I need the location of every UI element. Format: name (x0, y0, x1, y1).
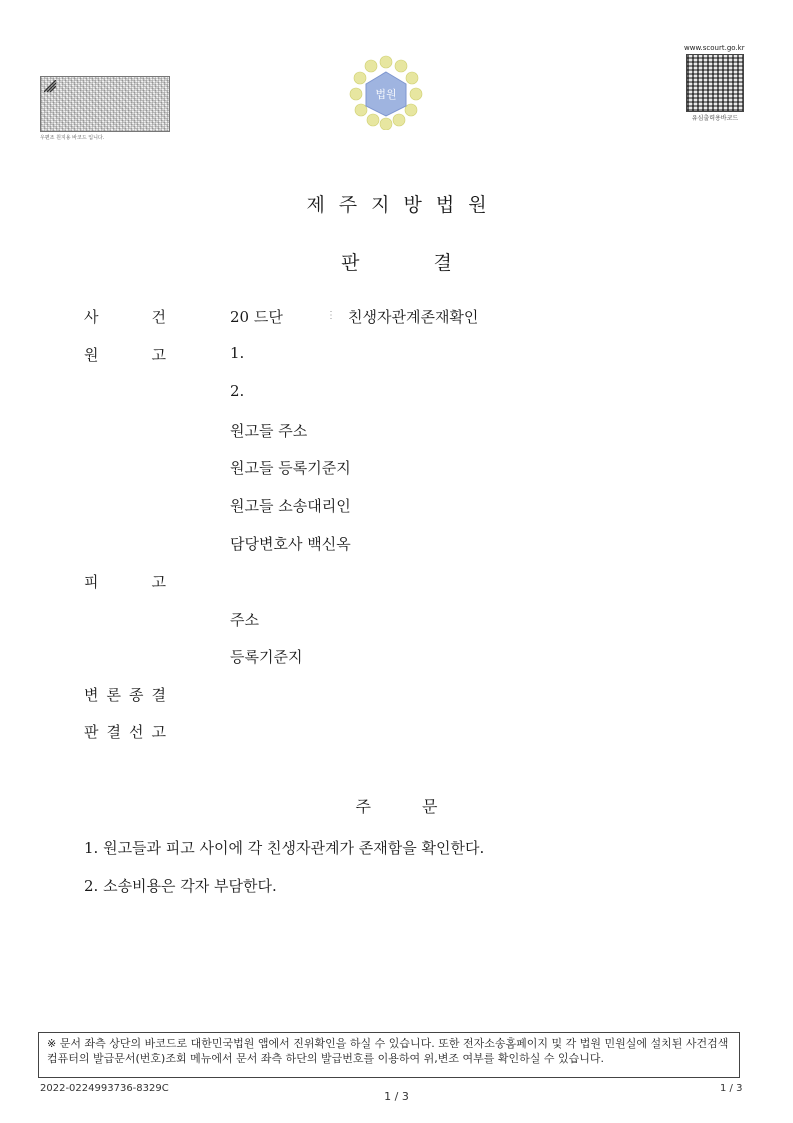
page-number: 1 / 3 (384, 1090, 409, 1103)
corner-mark-icon (44, 80, 56, 92)
defendant-address: 주소 (230, 611, 259, 629)
plaintiff-address: 원고들 주소 (230, 422, 308, 440)
verification-notice: ※ 문서 좌측 상단의 바코드로 대한민국법원 앱에서 진위확인을 하실 수 있습니다. 또한 전자소송홈페이지 및 각 법원 민원실에 설치된 사건검색 컴퓨터의 발급문서(번호)조회 메뉴에서 문서 좌측 하단의 발급번호를 이용하여 위,변조 여부를 확인하실 수 있습니다. (38, 1032, 740, 1078)
qr-code (686, 54, 744, 112)
page-number-right: 1 / 3 (720, 1083, 743, 1094)
plaintiff-item: 2. (230, 382, 245, 400)
barcode-note: 우편조 원지용 바코드 입니다. (40, 135, 105, 141)
document-type: 판 결 (341, 252, 452, 274)
case-number: 20 드단 (230, 308, 283, 326)
case-separator: ⋮ (326, 310, 336, 321)
emblem-text: 법원 (375, 88, 397, 101)
order-line: 1. 원고들과 피고 사이에 각 친생자관계가 존재함을 확인한다. (84, 839, 485, 857)
defendant-registration: 등록기준지 (230, 648, 303, 666)
verdict-date-label: 판 결 선 고 (84, 723, 166, 741)
verification-barcode (40, 76, 170, 132)
court-name: 제주지방법원 (306, 194, 501, 216)
defendant-label: 피 고 (84, 573, 166, 591)
plaintiff-label: 원 고 (84, 346, 166, 364)
plaintiff-item: 1. (230, 344, 245, 362)
closing-argument-label: 변 론 종 결 (84, 686, 166, 704)
qr-url: www.scourt.go.kr (684, 44, 745, 52)
qr-label: 유심출력용바코드 (691, 115, 739, 122)
issue-number: 2022-0224993736-8329C (40, 1083, 169, 1094)
attorney-in-charge: 담당변호사 백신옥 (230, 535, 351, 553)
plaintiff-registration: 원고들 등록기준지 (230, 459, 351, 477)
court-emblem-icon (346, 54, 426, 130)
case-title: 친생자관계존재확인 (348, 308, 479, 326)
order-heading: 주 문 (355, 797, 438, 816)
case-label: 사 건 (84, 308, 166, 326)
order-line: 2. 소송비용은 각자 부담한다. (84, 877, 277, 895)
plaintiff-counsel: 원고들 소송대리인 (230, 497, 351, 515)
